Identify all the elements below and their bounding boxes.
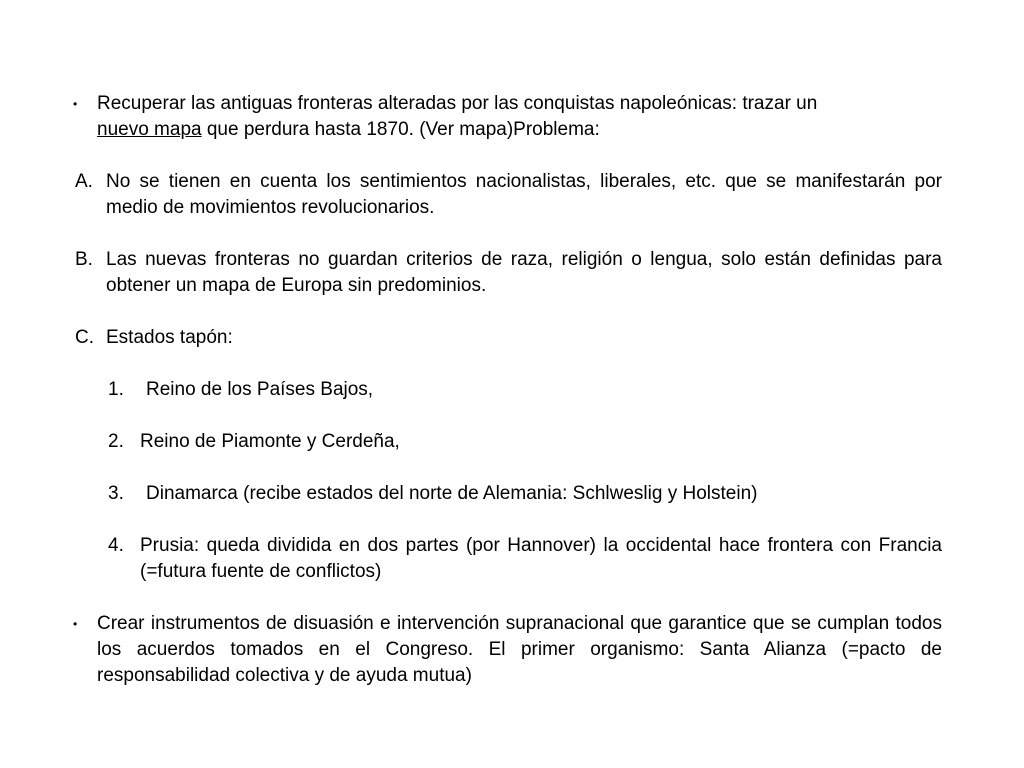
number-marker-4: 4. <box>108 535 124 556</box>
list-item-1-text: Reino de los Países Bajos, <box>146 379 374 400</box>
bullet-item-borders <box>97 91 942 143</box>
list-item-a <box>106 169 942 221</box>
number-marker-2: 2. <box>108 431 124 452</box>
list-item-3-text: Dinamarca (recibe estados del norte de Alemania: Schlweslig y Holstein) <box>146 483 758 504</box>
list-item-b-text: Las nuevas fronteras no guardan criterios de raza, religión o lengua, solo están definidas para obtener un mapa de Europa sin predominios. <box>106 249 942 296</box>
list-item-c <box>106 325 942 351</box>
bullet-marker: • <box>73 617 78 631</box>
list-item-2 <box>140 429 942 455</box>
letter-marker-a: A. <box>75 171 93 192</box>
list-item-a-text: No se tienen en cuenta los sentimientos nacionalistas, liberales, etc. que se manifestarán por medio de movimientos revolucionarios. <box>106 171 942 218</box>
list-item-4-text: Prusia: queda dividida en dos partes (por Hannover) la occidental hace frontera con Francia (=futura fuente de conflictos) <box>140 535 942 582</box>
bullet-item-alliance <box>97 611 942 689</box>
letter-marker-b: B. <box>75 249 93 270</box>
list-item-1 <box>146 377 942 403</box>
bullet-text-post: que perdura hasta 1870. (Ver mapa)Problema: <box>201 119 600 140</box>
letter-marker-c: C. <box>75 327 94 348</box>
list-item-4 <box>140 533 942 585</box>
number-marker-3: 3. <box>108 483 124 504</box>
map-link[interactable]: nuevo mapa <box>97 119 202 140</box>
list-item-c-text: Estados tapón: <box>106 327 233 348</box>
number-marker-1: 1. <box>108 379 124 400</box>
list-item-3 <box>146 481 942 507</box>
bullet-marker: • <box>73 97 78 111</box>
bullet-2-text: Crear instrumentos de disuasión e intervención supranacional que garantice que se cumplan todos los acuerdos tomados en el Congreso. El primer organismo: Santa Alianza (=pacto de responsabilidad colectiva y de ayuda mutua) <box>97 613 942 686</box>
list-item-b <box>106 247 942 299</box>
list-item-2-text: Reino de Piamonte y Cerdeña, <box>140 431 400 452</box>
bullet-text-pre: Recuperar las antiguas fronteras alteradas por las conquistas napoleónicas: trazar un <box>97 93 818 114</box>
